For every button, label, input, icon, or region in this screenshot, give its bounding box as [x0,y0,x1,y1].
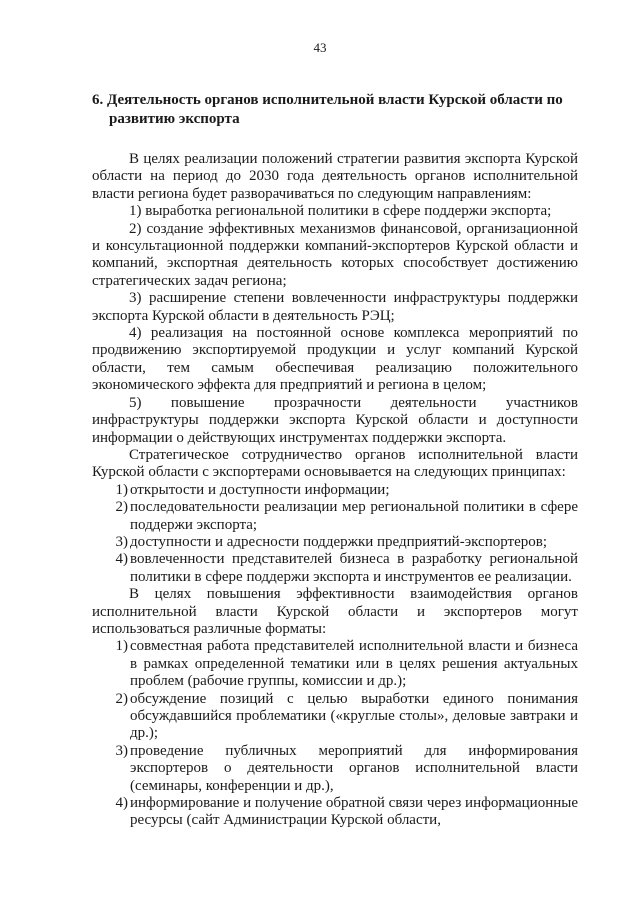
list-item-text: совместная работа представителей исполнительной власти и бизнеса в рамках определенной тематики или в целях решения актуальных проблем (рабочие группы, комиссии и др.); [130,638,578,690]
list-item [92,638,578,690]
list-item-number: 2) [115,690,128,707]
list-item-number: 1) [115,638,128,655]
list-item-number: 4) [115,551,128,568]
list-item-text: вовлеченности представителей бизнеса в разработку региональной политики в сфере поддержи экспорта и инструментов ее реализации. [130,551,578,585]
principles-intro-paragraph: Стратегическое сотрудничество органов исполнительной власти Курской области с экспортерами основывается на следующих принципах: [92,446,578,481]
page-number: 43 [313,40,327,55]
list-item [92,795,578,830]
list-item [92,551,578,586]
list-item [92,534,578,551]
list-item [92,743,578,795]
list-item [92,499,578,534]
document-body [92,151,578,830]
list-item-text: проведение публичных мероприятий для информирования экспортеров о деятельности органов исполнительной власти (семинары, конференции и др.), [130,742,578,794]
list-item [92,691,578,743]
formats-intro-paragraph: В целях повышения эффективности взаимодействия органов исполнительной власти Курской области и экспортеров могут использоваться различные форматы: [92,586,578,637]
list-item [92,482,578,499]
list-item-number: 3) [115,533,128,550]
section-heading-line-1: 6. Деятельность органов исполнительной власти Курской области по [92,92,563,108]
list-item-number: 2) [115,499,128,516]
list-item-number: 4) [115,795,128,812]
formats-list [92,638,578,829]
section-heading-line-2: развитию экспорта [109,111,240,127]
list-item-text: открытости и доступности информации; [130,481,390,498]
direction-item: 3) расширение степени вовлеченности инфраструктуры поддержки экспорта Курской области в деятельность РЭЦ; [92,290,578,324]
list-item-text: обсуждение позиций с целью выработки единого понимания обсуждавшийся проблематики («круглые столы», деловые завтраки и др.); [130,690,578,742]
intro-paragraph: В целях реализации положений стратегии развития экспорта Курской области на период до 2030 года деятельность органов исполнительной власти региона будет разворачиваться по следующим направлениям: [92,151,578,202]
principles-list [92,482,578,586]
direction-item: 4) реализация на постоянной основе комплекса мероприятий по продвижению экспортируемой продукции и услуг компаний Курской области, тем самым обеспечивая реализацию положительного экономического эффекта для предприятий и региона в целом; [92,325,578,394]
list-item-number: 3) [115,742,128,759]
section-heading [92,91,582,129]
direction-item: 5) повышение прозрачности деятельности участников инфраструктуры поддержки экспорта Курской области и доступности информации о действующих инструментах поддержки экспорта. [92,394,578,446]
direction-item: 1) выработка региональной политики в сфере поддержи экспорта; [129,203,552,220]
list-item-text: доступности и адресности поддержки предприятий-экспортеров; [130,533,548,550]
list-item-text: последовательности реализации мер региональной политики в сфере поддержи экспорта; [130,499,578,533]
list-item-number: 1) [115,481,128,498]
list-item-text: информирование и получение обратной связи через информационные ресурсы (сайт Администрации Курской области, [130,795,578,829]
direction-item: 2) создание эффективных механизмов финансовой, организационной и консультационной поддержки компаний-экспортеров Курской области и компаний, экспортная деятельность которых способствует достижению стратегических задач региона; [92,220,578,289]
